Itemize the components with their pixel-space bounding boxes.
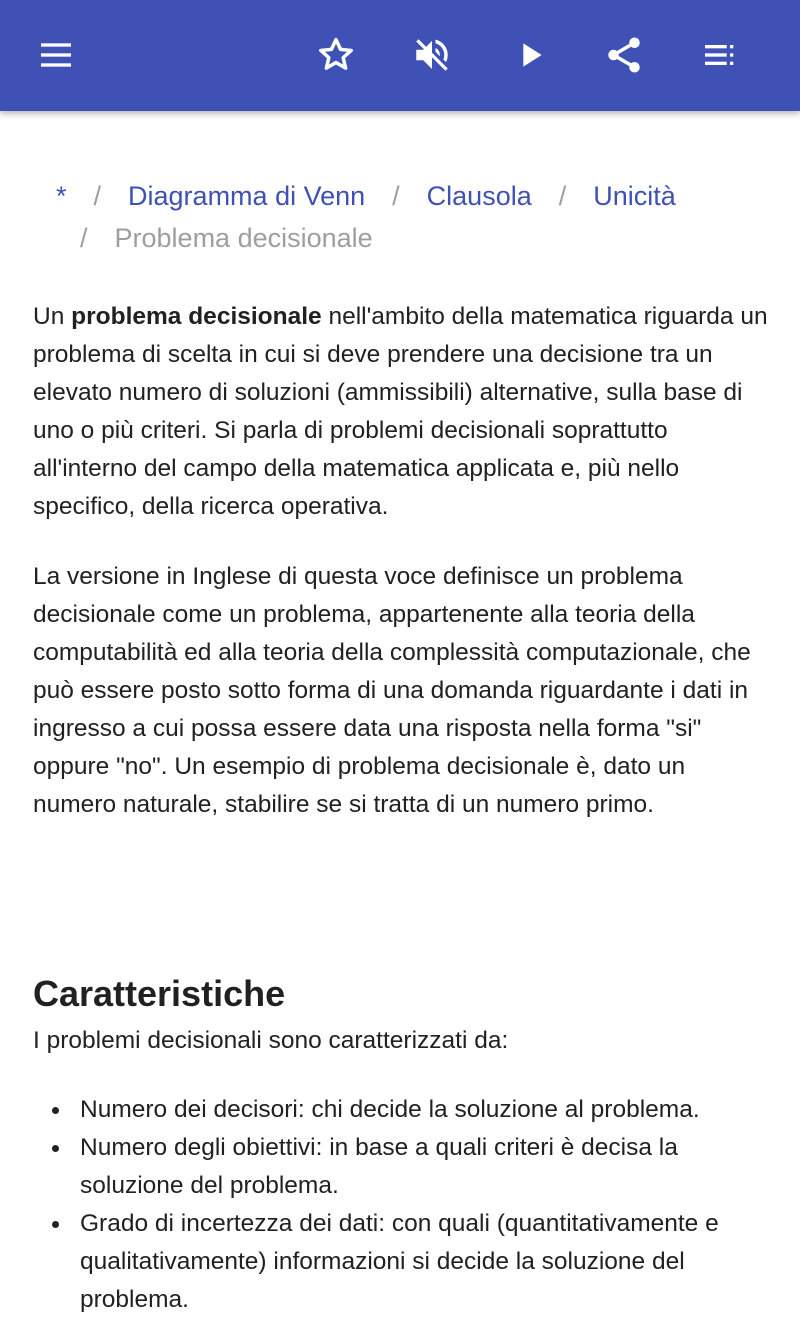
intro-bold-term: problema decisionale <box>71 303 322 330</box>
breadcrumb-separator: / <box>558 181 567 211</box>
playlist-icon <box>700 35 740 75</box>
breadcrumb-item-venn[interactable]: Diagramma di Venn <box>128 181 366 211</box>
bullet-icon <box>52 1107 59 1114</box>
list-item <box>33 1091 773 1129</box>
play-button[interactable] <box>502 27 558 83</box>
list-item <box>33 1205 773 1319</box>
bullet-icon <box>52 1145 59 1152</box>
menu-button[interactable] <box>28 27 84 83</box>
volume-off-icon <box>411 34 453 76</box>
mute-button[interactable] <box>404 27 460 83</box>
bullet-icon <box>52 1221 59 1228</box>
breadcrumb-item-unicita[interactable]: Unicità <box>593 181 676 211</box>
intro-prefix: Un <box>33 303 72 330</box>
section-title: Caratteristiche <box>33 973 286 1014</box>
list-item-text: Grado di incertezza dei dati: con quali (quantitativamente e qualitativamente) informazioni si decide la soluzione del problema. <box>80 1210 719 1313</box>
intro-rest: nell'ambito della matematica riguarda un problema di scelta in cui si deve prendere una decisione tra un elevato numero di soluzioni (ammissibili) alternative, sulla base di uno o più criteri. Si parla di problemi decisionali soprattutto all'interno del campo della matematica applicata e, più nello specifico, della ricerca operativa. <box>33 303 768 520</box>
star-icon <box>315 34 357 76</box>
breadcrumb-separator: / <box>392 181 400 211</box>
breadcrumb-current: Problema decisionale <box>114 223 373 253</box>
bookmark-button[interactable] <box>308 27 364 83</box>
english-version-paragraph: La versione in Inglese di questa voce definisce un problema decisionale come un problema, appartenente alla teoria della computabilità ed alla teoria della complessità computazionale, che può essere posto sotto forma di una domanda riguardante i dati in ingresso a cui possa essere data una risposta nella forma "si" oppure "no". Un esempio di problema decisionale è, dato un numero naturale, stabilire se si tratta di un numero primo. <box>33 563 751 818</box>
contents-button[interactable] <box>692 27 748 83</box>
share-button[interactable] <box>596 27 652 83</box>
breadcrumb <box>56 175 756 259</box>
list-item-text: Numero dei decisori: chi decide la soluzione al problema. <box>80 1096 700 1123</box>
intro-paragraph <box>33 298 773 526</box>
list-item <box>33 1129 773 1205</box>
breadcrumb-item-clausola[interactable]: Clausola <box>426 181 532 211</box>
app-toolbar <box>0 0 800 111</box>
breadcrumb-item-home[interactable]: * <box>56 181 67 211</box>
share-icon <box>603 34 645 76</box>
breadcrumb-separator: / <box>80 223 88 253</box>
breadcrumb-separator: / <box>93 181 102 211</box>
section-intro: I problemi decisionali sono caratterizzati da: <box>33 1027 509 1054</box>
menu-icon <box>36 35 76 75</box>
article-content <box>0 111 800 1313</box>
play-icon <box>510 35 550 75</box>
list-item-text: Numero degli obiettivi: in base a quali criteri è decisa la soluzione del problema. <box>80 1134 678 1199</box>
characteristics-list <box>33 1091 773 1319</box>
